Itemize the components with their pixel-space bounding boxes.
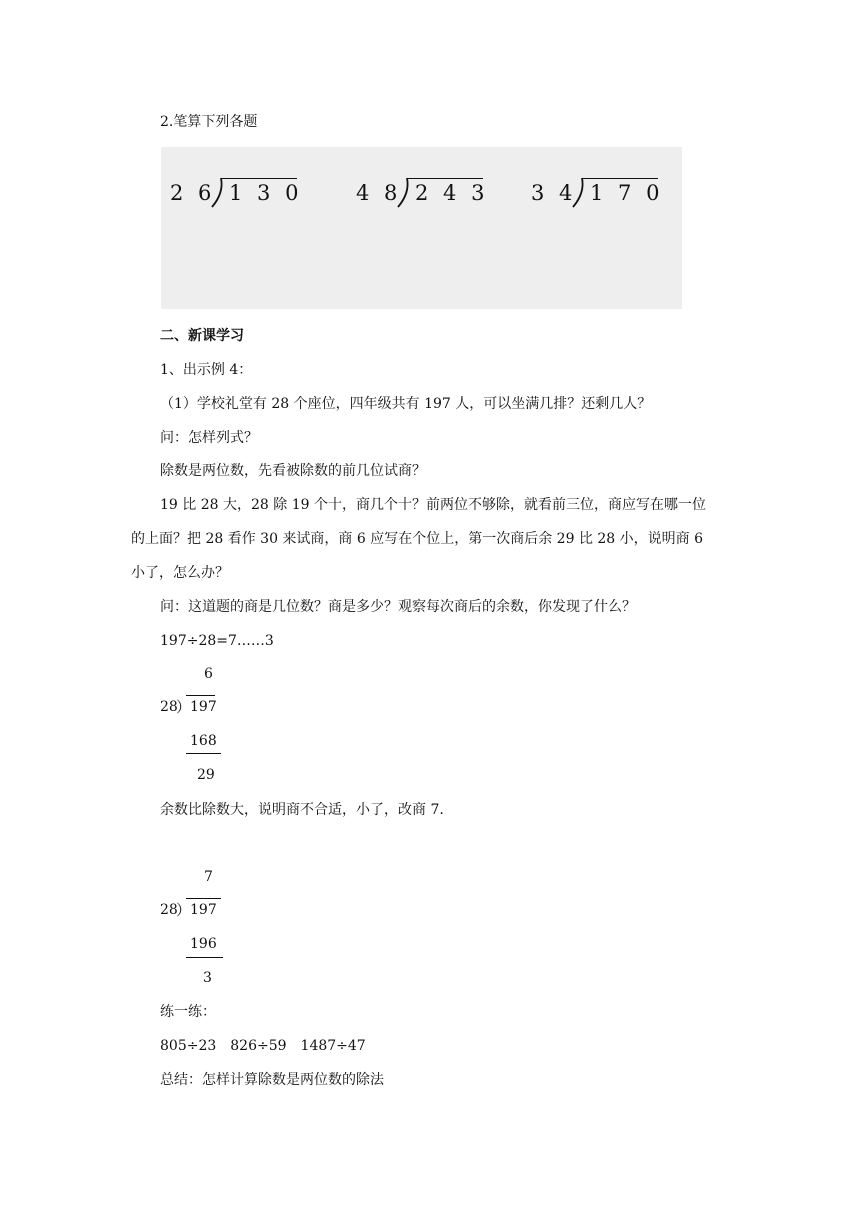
div1-quotient: 6 [204,666,213,682]
div1-product: 168 [190,733,217,749]
problem-1-dividend: 1 3 0 [229,181,303,205]
paragraph-line-3: 小了，怎么办？ [131,565,229,581]
example-title: 1、出示例 4： [160,362,253,378]
division-bracket-icon [397,177,411,209]
div1-vinculum [186,695,215,696]
problem-2-vinculum [407,178,483,179]
paragraph-line-2: 的上面？把 28 看作 30 来试商，商 6 应写在个位上，第一次商后余 29 比 28 小，说明商 6 [131,531,704,547]
question-2: 除数是两位数，先看被除数的前几位试商？ [160,463,426,479]
problem-text: （1）学校礼堂有 28 个座位，四年级共有 197 人，可以坐满几排？还剩几人？ [160,396,652,412]
practice-label: 练一练： [160,1004,216,1020]
division-paren-icon: ） [176,901,192,919]
div1-subtraction-line [186,753,221,754]
problem-2-divisor: 4 8 [356,181,402,205]
division-bracket-icon [572,177,586,209]
question-3: 问：这道题的商是几位数？商是多少？观察每次商后的余数，你发现了什么？ [160,599,636,615]
division-problems-panel [161,147,682,309]
div2-vinculum [186,898,221,899]
problem-2-dividend: 2 4 3 [415,181,489,205]
paragraph-line-1: 19 比 28 大，28 除 19 个十，商几个十？前两位不够除，就看前三位，商应写在哪一位 [160,497,706,513]
problem-3-vinculum [582,178,658,179]
note: 余数比除数大，说明商不合适，小了，改商 7. [160,802,444,818]
div2-divisor: 28 [160,902,178,918]
summary: 总结：怎样计算除数是两位数的除法 [160,1072,384,1088]
div2-subtraction-line [186,957,223,958]
div2-quotient: 7 [204,869,213,885]
division-paren-icon: ） [176,698,192,716]
question-1: 问：怎样列式？ [160,430,258,446]
div2-remainder: 3 [203,970,212,986]
div2-dividend: 197 [190,902,217,918]
equation: 197÷28=7……3 [160,633,274,649]
div1-divisor: 28 [160,699,178,715]
problem-3-divisor: 3 4 [531,181,577,205]
problem-3-dividend: 1 7 0 [590,181,664,205]
problem-1-vinculum [221,178,297,179]
review-heading: 2.笔算下列各题 [160,114,258,130]
problem-1-divisor: 2 6 [170,181,216,205]
division-bracket-icon [211,177,225,209]
div1-dividend: 197 [190,699,217,715]
div2-product: 196 [190,936,217,952]
practice-items: 805÷23 826÷59 1487÷47 [160,1038,366,1054]
section-heading: 二、新课学习 [160,328,244,344]
div1-remainder: 29 [197,767,215,783]
